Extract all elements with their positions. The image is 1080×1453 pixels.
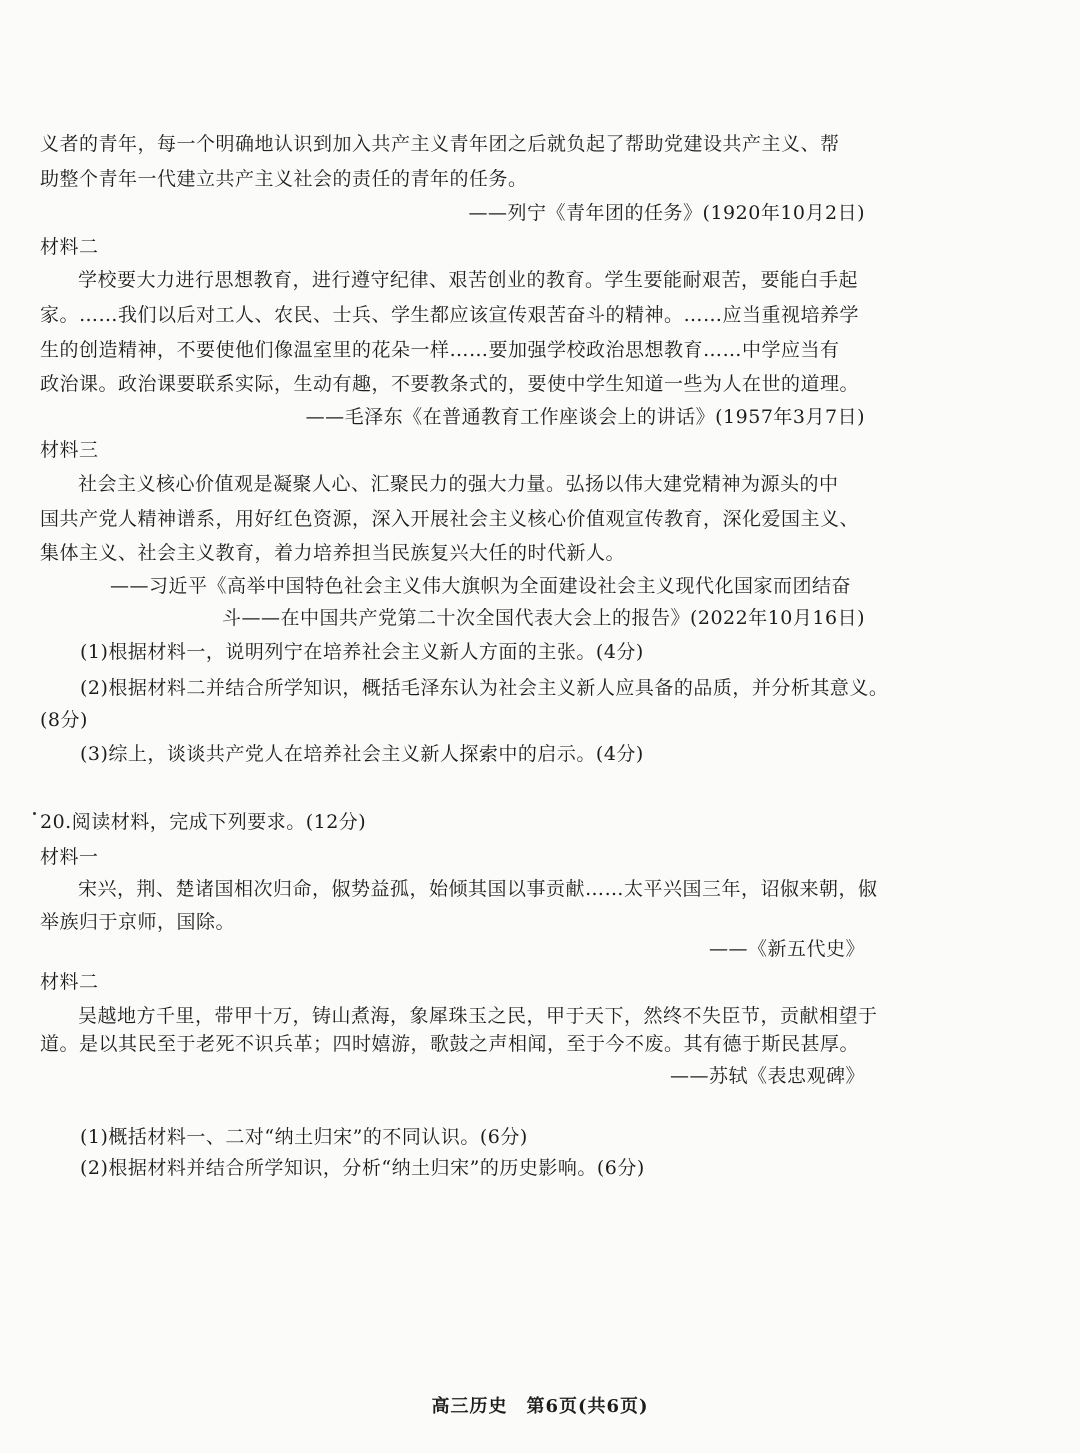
material2-line-2: 家。……我们以后对工人、农民、士兵、学生都应该宣传艰苦奋斗的精神。……应当重视培养学 bbox=[40, 304, 860, 326]
q20-material1-line-1: 宋兴，荆、楚诸国相次归命，俶势益孤，始倾其国以事贡献……太平兴国三年，诏俶来朝，俶 bbox=[78, 878, 878, 900]
material1-line-1: 义者的青年，每一个明确地认识到加入共产主义青年团之后就负起了帮助党建设共产主义、帮 bbox=[40, 133, 840, 155]
q20-subquestion-1: (1)概括材料一、二对“纳土归宋”的不同认识。(6分) bbox=[80, 1126, 528, 1148]
material2-line-1: 学校要大力进行思想教育，进行遵守纪律、艰苦创业的教育。学生要能耐艰苦，要能白手起 bbox=[78, 269, 859, 291]
q20-material2-label: 材料二 bbox=[40, 971, 99, 993]
material2-line-4: 政治课。政治课要联系实际，生动有趣，不要教条式的，要使中学生知道一些为人在世的道理。 bbox=[40, 373, 860, 395]
material3-source-line-1: ——习近平《高举中国特色社会主义伟大旗帜为全面建设社会主义现代化国家而团结奋 bbox=[110, 575, 852, 597]
material3-line-3: 集体主义、社会主义教育，着力培养担当民族复兴大任的时代新人。 bbox=[40, 542, 626, 564]
q20-material2-line-2: 道。是以其民至于老死不识兵革；四时嬉游，歌鼓之声相闻，至于今不废。其有德于斯民甚厚。 bbox=[40, 1033, 860, 1055]
q20-material2-source: ——苏轼《表忠观碑》 bbox=[669, 1065, 865, 1087]
material3-line-2: 国共产党人精神谱系，用好红色资源，深入开展社会主义核心价值观宣传教育，深化爱国主义、 bbox=[40, 508, 860, 530]
material2-line-3: 生的创造精神，不要使他们像温室里的花朵一样……要加强学校政治思想教育……中学应当有 bbox=[40, 339, 840, 361]
page-footer: 高三历史 第6页(共6页) bbox=[431, 1396, 649, 1417]
scan-dot bbox=[33, 812, 36, 815]
q19-subquestion-1: (1)根据材料一，说明列宁在培养社会主义新人方面的主张。(4分) bbox=[80, 641, 644, 663]
material1-line-2: 助整个青年一代建立共产主义社会的责任的青年的任务。 bbox=[40, 168, 528, 190]
material1-source: ——列宁《青年团的任务》(1920年10月2日) bbox=[468, 202, 865, 224]
q20-header: 20.阅读材料，完成下列要求。(12分) bbox=[40, 811, 367, 833]
q20-material1-source: ——《新五代史》 bbox=[708, 938, 865, 960]
q20-material1-line-2: 举族归于京师，国除。 bbox=[40, 911, 236, 933]
material3-source-line-2: 斗——在中国共产党第二十次全国代表大会上的报告》(2022年10月16日) bbox=[221, 607, 865, 629]
q20-subquestion-2: (2)根据材料并结合所学知识，分析“纳土归宋”的历史影响。(6分) bbox=[80, 1157, 645, 1179]
q20-material1-label: 材料一 bbox=[40, 846, 99, 868]
q19-subquestion-3: (3)综上，谈谈共产党人在培养社会主义新人探索中的启示。(4分) bbox=[80, 743, 644, 765]
q19-subquestion-2-score: (8分) bbox=[40, 709, 88, 731]
material2-source: ——毛泽东《在普通教育工作座谈会上的讲话》(1957年3月7日) bbox=[305, 406, 865, 428]
q19-subquestion-2: (2)根据材料二并结合所学知识，概括毛泽东认为社会主义新人应具备的品质，并分析其意义。 bbox=[80, 677, 889, 699]
q20-material2-line-1: 吴越地方千里，带甲十万，铸山煮海，象犀珠玉之民，甲于天下，然终不失臣节，贡献相望于 bbox=[78, 1005, 878, 1027]
material2-label: 材料二 bbox=[40, 236, 99, 258]
material3-line-1: 社会主义核心价值观是凝聚人心、汇聚民力的强大力量。弘扬以伟大建党精神为源头的中 bbox=[78, 473, 839, 495]
material3-label: 材料三 bbox=[40, 439, 99, 461]
